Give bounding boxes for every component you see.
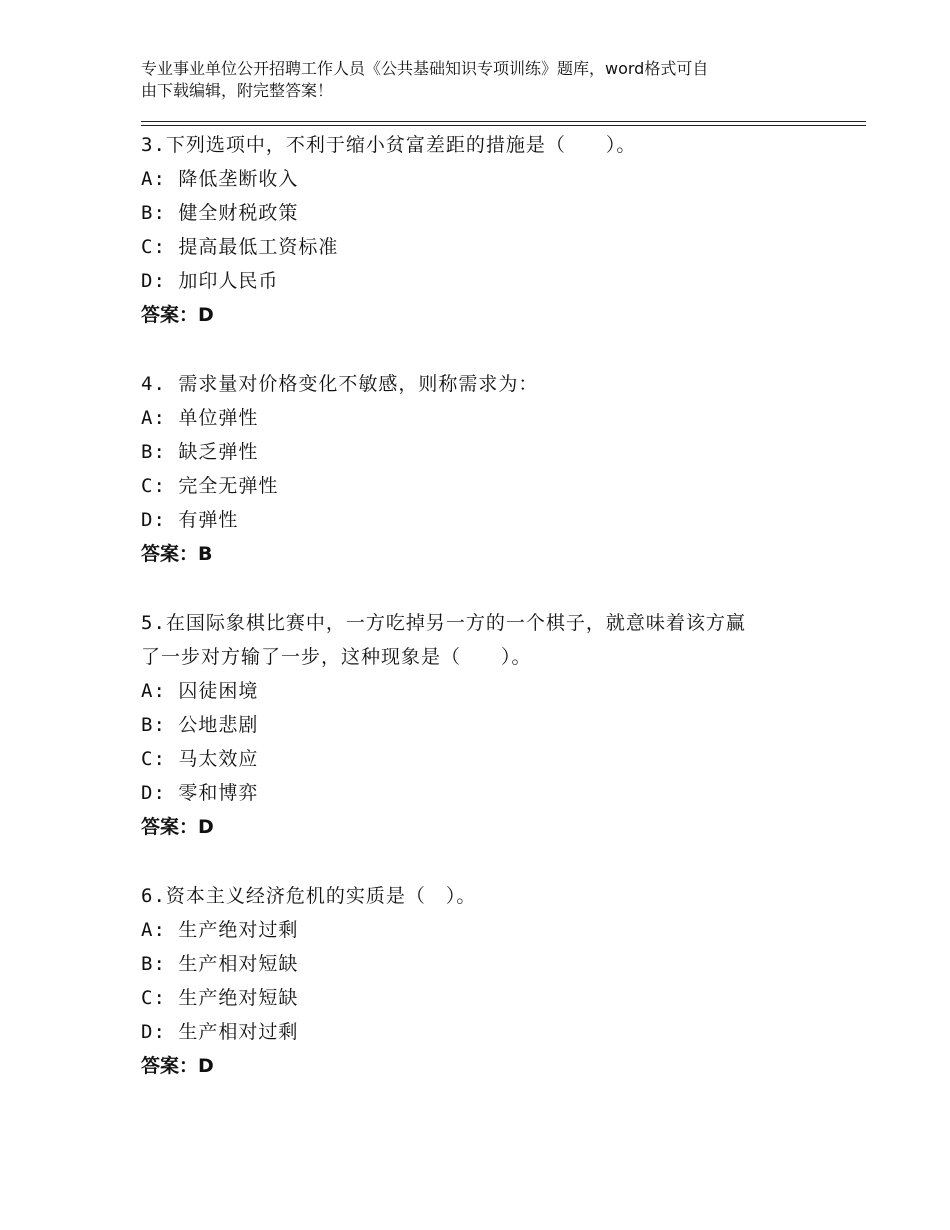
spacer (141, 571, 841, 606)
question-stem: 3.下列选项中，不利于缩小贫富差距的措施是（ ）。 (141, 134, 637, 156)
question-stem-line-2: 了一步对方输了一步，这种现象是（ ）。 (141, 646, 532, 668)
option-a: A: 囚徒困境 (141, 680, 259, 702)
option-b: B: 生产相对短缺 (141, 953, 299, 975)
answer-line: 答案：D (141, 816, 214, 838)
option-d: D: 生产相对过剩 (141, 1021, 299, 1043)
header-line-2: 由下载编辑，附完整答案！ (141, 81, 334, 100)
spacer (141, 332, 841, 367)
question-stem-line-1: 5.在国际象棋比赛中，一方吃掉另一方的一个棋子，就意味着该方赢 (141, 612, 746, 634)
header-rule-top (141, 121, 866, 122)
spacer (141, 844, 841, 879)
question-stem: 4. 需求量对价格变化不敏感，则称需求为： (141, 373, 539, 395)
question-6 (141, 879, 841, 1083)
option-c: C: 生产绝对短缺 (141, 987, 299, 1009)
option-b: B: 公地悲剧 (141, 714, 259, 736)
option-a: A: 单位弹性 (141, 407, 259, 429)
header-rule-bottom (141, 125, 866, 126)
question-4 (141, 367, 841, 571)
document-header (141, 58, 841, 102)
option-d: D: 零和博弈 (141, 782, 259, 804)
option-a: A: 降低垄断收入 (141, 168, 299, 190)
answer-line: 答案：D (141, 1055, 214, 1077)
answer-line: 答案：D (141, 304, 214, 326)
answer-line: 答案：B (141, 543, 213, 565)
header-line-1: 专业事业单位公开招聘工作人员《公共基础知识专项训练》题库，word格式可自 (141, 59, 709, 78)
option-c: C: 提高最低工资标准 (141, 236, 339, 258)
question-stem: 6.资本主义经济危机的实质是（ ）。 (141, 885, 477, 907)
option-c: C: 完全无弹性 (141, 475, 279, 497)
option-c: C: 马太效应 (141, 748, 259, 770)
question-3 (141, 128, 841, 332)
option-b: B: 缺乏弹性 (141, 441, 259, 463)
option-d: D: 加印人民币 (141, 270, 279, 292)
option-a: A: 生产绝对过剩 (141, 919, 299, 941)
option-b: B: 健全财税政策 (141, 202, 299, 224)
question-5 (141, 606, 841, 844)
option-d: D: 有弹性 (141, 509, 239, 531)
question-list (141, 128, 841, 1083)
